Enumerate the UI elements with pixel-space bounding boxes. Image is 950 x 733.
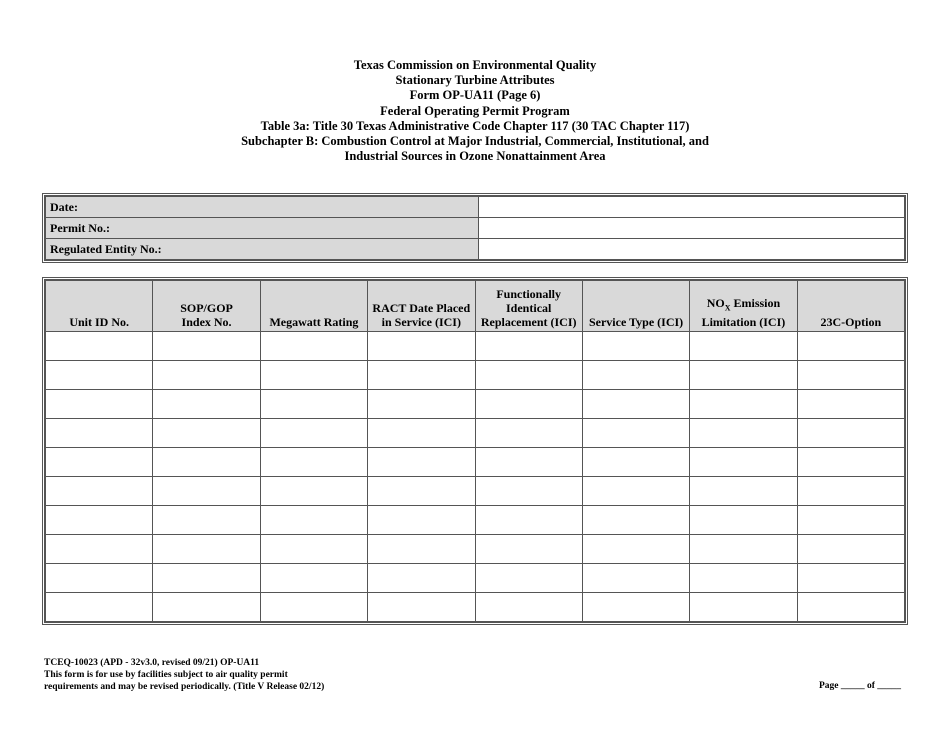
table-cell[interactable] — [475, 506, 582, 535]
table-cell[interactable] — [46, 535, 153, 564]
table-cell[interactable] — [46, 506, 153, 535]
header-subchapter: Subchapter B: Combustion Control at Major Industrial, Commercial, Institutional, and — [241, 134, 709, 149]
table-cell[interactable] — [153, 535, 260, 564]
footer-form-id: TCEQ-10023 (APD - 32v3.0, revised 09/21) OP-UA11 — [44, 658, 260, 668]
table-cell[interactable] — [260, 448, 367, 477]
table-cell[interactable] — [475, 535, 582, 564]
info-row-permit — [46, 218, 905, 239]
table-cell[interactable] — [260, 332, 367, 361]
table-cell[interactable] — [368, 535, 475, 564]
col-service-type: Service Type (ICI) — [582, 281, 689, 332]
info-row-date — [46, 197, 905, 218]
table-cell[interactable] — [46, 361, 153, 390]
table-cell[interactable] — [475, 477, 582, 506]
table-cell[interactable] — [46, 332, 153, 361]
table-cell[interactable] — [582, 564, 689, 593]
table-cell[interactable] — [153, 448, 260, 477]
table-cell[interactable] — [582, 535, 689, 564]
table-row — [46, 535, 905, 564]
table-cell[interactable] — [582, 332, 689, 361]
page-number[interactable]: Page _____ of _____ — [818, 681, 901, 691]
table-cell[interactable] — [690, 361, 797, 390]
header-agency: Texas Commission on Environmental Quality — [353, 58, 597, 72]
table-cell[interactable] — [153, 506, 260, 535]
date-label: Date: — [46, 197, 479, 218]
footer-note-2: requirements and may be revised periodically. (Title V Release 02/12) — [44, 682, 325, 692]
table-row — [46, 506, 905, 535]
table-cell[interactable] — [153, 477, 260, 506]
col-ract-date: RACT Date Placed in Service (ICI) — [368, 281, 475, 332]
permit-no-label: Permit No.: — [46, 218, 479, 239]
table-cell[interactable] — [153, 361, 260, 390]
table-cell[interactable] — [797, 477, 904, 506]
table-cell[interactable] — [475, 419, 582, 448]
col-nox-emission — [690, 281, 797, 332]
table-row — [46, 448, 905, 477]
table-cell[interactable] — [690, 419, 797, 448]
table-cell[interactable] — [690, 506, 797, 535]
table-cell[interactable] — [153, 564, 260, 593]
table-cell[interactable] — [368, 506, 475, 535]
table-cell[interactable] — [46, 390, 153, 419]
table-cell[interactable] — [260, 390, 367, 419]
table-cell[interactable] — [690, 593, 797, 622]
table-cell[interactable] — [475, 390, 582, 419]
table-cell[interactable] — [153, 390, 260, 419]
table-cell[interactable] — [46, 593, 153, 622]
table-cell[interactable] — [368, 361, 475, 390]
table-cell[interactable] — [797, 506, 904, 535]
table-cell[interactable] — [260, 361, 367, 390]
table-cell[interactable] — [368, 477, 475, 506]
table-cell[interactable] — [475, 564, 582, 593]
table-cell[interactable] — [260, 506, 367, 535]
table-cell[interactable] — [797, 332, 904, 361]
table-cell[interactable] — [46, 448, 153, 477]
table-row — [46, 477, 905, 506]
table-cell[interactable] — [368, 332, 475, 361]
table-cell[interactable] — [582, 419, 689, 448]
table-cell[interactable] — [260, 593, 367, 622]
form-footer — [44, 657, 324, 693]
table-cell[interactable] — [260, 535, 367, 564]
col-23c-option: 23C-Option — [797, 281, 904, 332]
table-cell[interactable] — [260, 477, 367, 506]
header-program: Federal Operating Permit Program — [380, 103, 570, 118]
table-cell[interactable] — [475, 593, 582, 622]
table-cell[interactable] — [368, 390, 475, 419]
table-cell[interactable] — [797, 564, 904, 593]
table-cell[interactable] — [46, 477, 153, 506]
col-sop-gop-index: SOP/GOP Index No. — [153, 281, 260, 332]
info-table — [42, 193, 908, 263]
table-cell[interactable] — [690, 390, 797, 419]
table-cell[interactable] — [582, 593, 689, 622]
table-cell[interactable] — [690, 477, 797, 506]
table-cell[interactable] — [797, 390, 904, 419]
table-cell[interactable] — [582, 361, 689, 390]
table-cell[interactable] — [368, 448, 475, 477]
table-cell[interactable] — [368, 419, 475, 448]
table-row — [46, 419, 905, 448]
table-cell[interactable] — [690, 448, 797, 477]
header-form-subject: Stationary Turbine Attributes — [395, 73, 555, 88]
table-cell[interactable] — [797, 419, 904, 448]
table-cell[interactable] — [582, 390, 689, 419]
col-functionally-identical: Functionally Identical Replacement (ICI) — [475, 281, 582, 332]
table-cell[interactable] — [797, 535, 904, 564]
table-row — [46, 332, 905, 361]
form-header — [0, 58, 950, 164]
table-cell[interactable] — [690, 332, 797, 361]
table-cell[interactable] — [797, 361, 904, 390]
table-row — [46, 564, 905, 593]
regulated-entity-label: Regulated Entity No.: — [46, 239, 479, 260]
table-cell[interactable] — [260, 419, 367, 448]
table-cell[interactable] — [475, 448, 582, 477]
turbine-attributes-table — [42, 277, 908, 625]
header-subchapter-cont: Industrial Sources in Ozone Nonattainment Area — [344, 149, 606, 164]
table-cell[interactable] — [368, 564, 475, 593]
table-cell[interactable] — [582, 448, 689, 477]
table-cell[interactable] — [690, 564, 797, 593]
footer-note-1: This form is for use by facilities subject to air quality permit — [44, 670, 288, 680]
table-cell[interactable] — [797, 448, 904, 477]
col-megawatt-rating: Megawatt Rating — [260, 281, 367, 332]
table-cell[interactable] — [153, 419, 260, 448]
table-row — [46, 593, 905, 622]
table-cell[interactable] — [368, 593, 475, 622]
date-field[interactable] — [479, 197, 905, 218]
table-cell[interactable] — [690, 535, 797, 564]
table-cell[interactable] — [797, 593, 904, 622]
header-table-title: Table 3a: Title 30 Texas Administrative Code Chapter 117 (30 TAC Chapter 117) — [260, 118, 690, 133]
table-cell[interactable] — [153, 593, 260, 622]
table-cell[interactable] — [582, 506, 689, 535]
table-cell[interactable] — [46, 564, 153, 593]
table-cell[interactable] — [475, 332, 582, 361]
table-cell[interactable] — [46, 419, 153, 448]
nox-label: $NO_X$ Emission Limitation (ICI) — [701, 295, 786, 329]
table-cell[interactable] — [153, 332, 260, 361]
header-form-number: Form OP-UA11 (Page 6) — [409, 88, 541, 103]
info-row-entity — [46, 239, 905, 260]
table-cell[interactable] — [582, 477, 689, 506]
table-cell[interactable] — [260, 564, 367, 593]
table-header-row — [46, 281, 905, 332]
regulated-entity-field[interactable] — [479, 239, 905, 260]
table-row — [46, 390, 905, 419]
table-row — [46, 361, 905, 390]
permit-no-field[interactable] — [479, 218, 905, 239]
col-unit-id: Unit ID No. — [46, 281, 153, 332]
table-cell[interactable] — [475, 361, 582, 390]
